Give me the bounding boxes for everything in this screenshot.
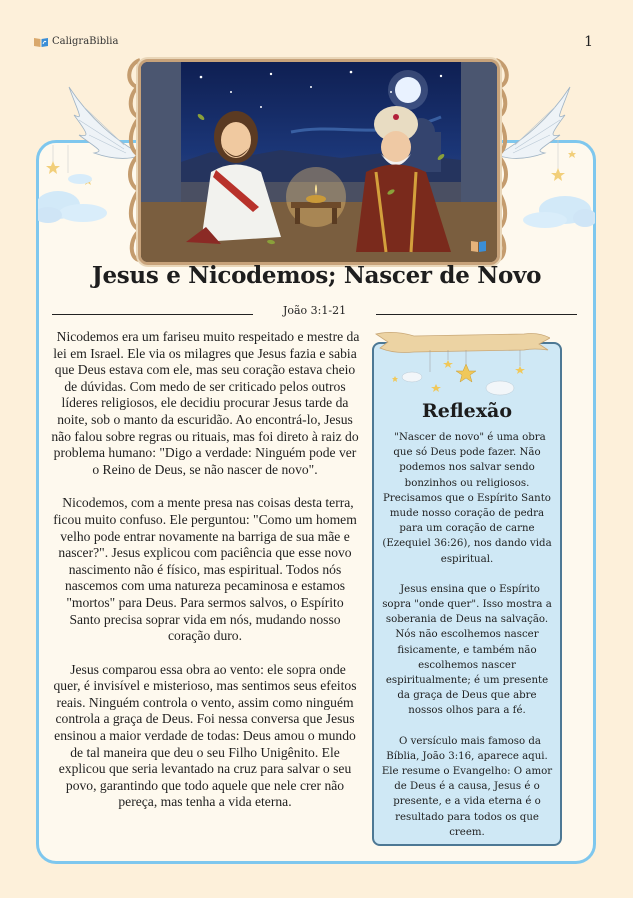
divider-left: [52, 314, 253, 315]
story-paragraph: Nicodemos era um fariseu muito respeitado e mestre da lei em Israel. Ele via os milagres que Jesus fazia e sabia que Deus estava com ele, mas seu coração estava cheio de dúvidas. Com medo de ser criticado pelos outros líderes religiosos, ele decidiu procurar Jesus tarde da noite, sob o manto da escuridão. Ao encontrá-lo, Jesus não falou sobre regras ou rituais, mas foi direto à raiz do problema humano: "Digo a verdade: Ninguém pode ver o Reino de Deus, se não nascer de novo".: [51, 329, 360, 477]
story-body: [50, 329, 360, 828]
page-number: 1: [584, 34, 593, 50]
scripture-reference: João 3:1-21: [282, 303, 347, 317]
hero-illustration: [128, 55, 506, 265]
brand-logo: [34, 36, 118, 47]
reflection-title: Reflexão: [421, 400, 513, 422]
story-title: Jesus e Nicodemos; Nascer de Novo: [91, 262, 542, 289]
open-book-logo-icon: [34, 37, 48, 47]
brand-name: CaligraBiblia: [52, 36, 119, 47]
night-scene-illustration: [141, 62, 497, 262]
reflection-paragraph: "Nascer de novo" é uma obra que só Deus pode fazer. Não podemos nos salvar sendo bonzinhos ou religiosos. Precisamos que o Espírito Santo mude nosso coração de pedra para um coração de carne (Ezequiel 36:26), nos dando vida espiritual.: [382, 432, 552, 565]
story-paragraph: Nicodemos, com a mente presa nas coisas desta terra, ficou muito confuso. Ele perguntou: "Como um homem velho pode entrar novamente na barriga de sua mãe e nascer?". Jesus explicou com paciência que esse novo nascimento não é físico, mas espiritual. Todos nós nascemos com uma natureza pecaminosa e estamos "mortos" para Deus. Para sermos salvos, o Espírito Santo precisa soprar vida em nós, mudando nosso coração duro.: [53, 495, 357, 644]
scripture-reference-row: [52, 302, 577, 318]
hanging-stars-clouds-icon: [390, 350, 540, 402]
divider-right: [376, 314, 577, 315]
hero-frame: [138, 59, 500, 265]
reflection-body: [380, 430, 554, 855]
reflection-paragraph: Jesus ensina que o Espírito sopra "onde quer". Isso mostra a soberania de Deus na salvação. Nós não escolhemos nascer fisicamente, e também não escolhemos nascer espiritualmente; é um presente da graça de Deus que abre nossos olhos para a fé.: [382, 583, 552, 717]
story-paragraph: Jesus comparou essa obra ao vento: ele sopra onde quer, é invisível e misterioso, mas sentimos seus efeitos reais. Ninguém controla o vento, assim como ninguém controla a graça de Deus. Foi nessa conversa que Jesus ensinou a maior verdade de todas: Deus amou o mundo de tal maneira que deu o seu Filho Unigênito. Ele explicou que seria levantado na cruz para salvar o seu povo, garantindo que todo aquele que nele crer não pereça, mas tenha a vida eterna.: [53, 661, 357, 810]
reflection-paragraph: O versículo mais famoso da Bíblia, João 3:16, aparece aqui. Ele resume o Evangelho: O amor de Deus é a causa, Jesus é o presente, e a vida eterna é o resultado para todos os que creem.: [381, 735, 553, 838]
